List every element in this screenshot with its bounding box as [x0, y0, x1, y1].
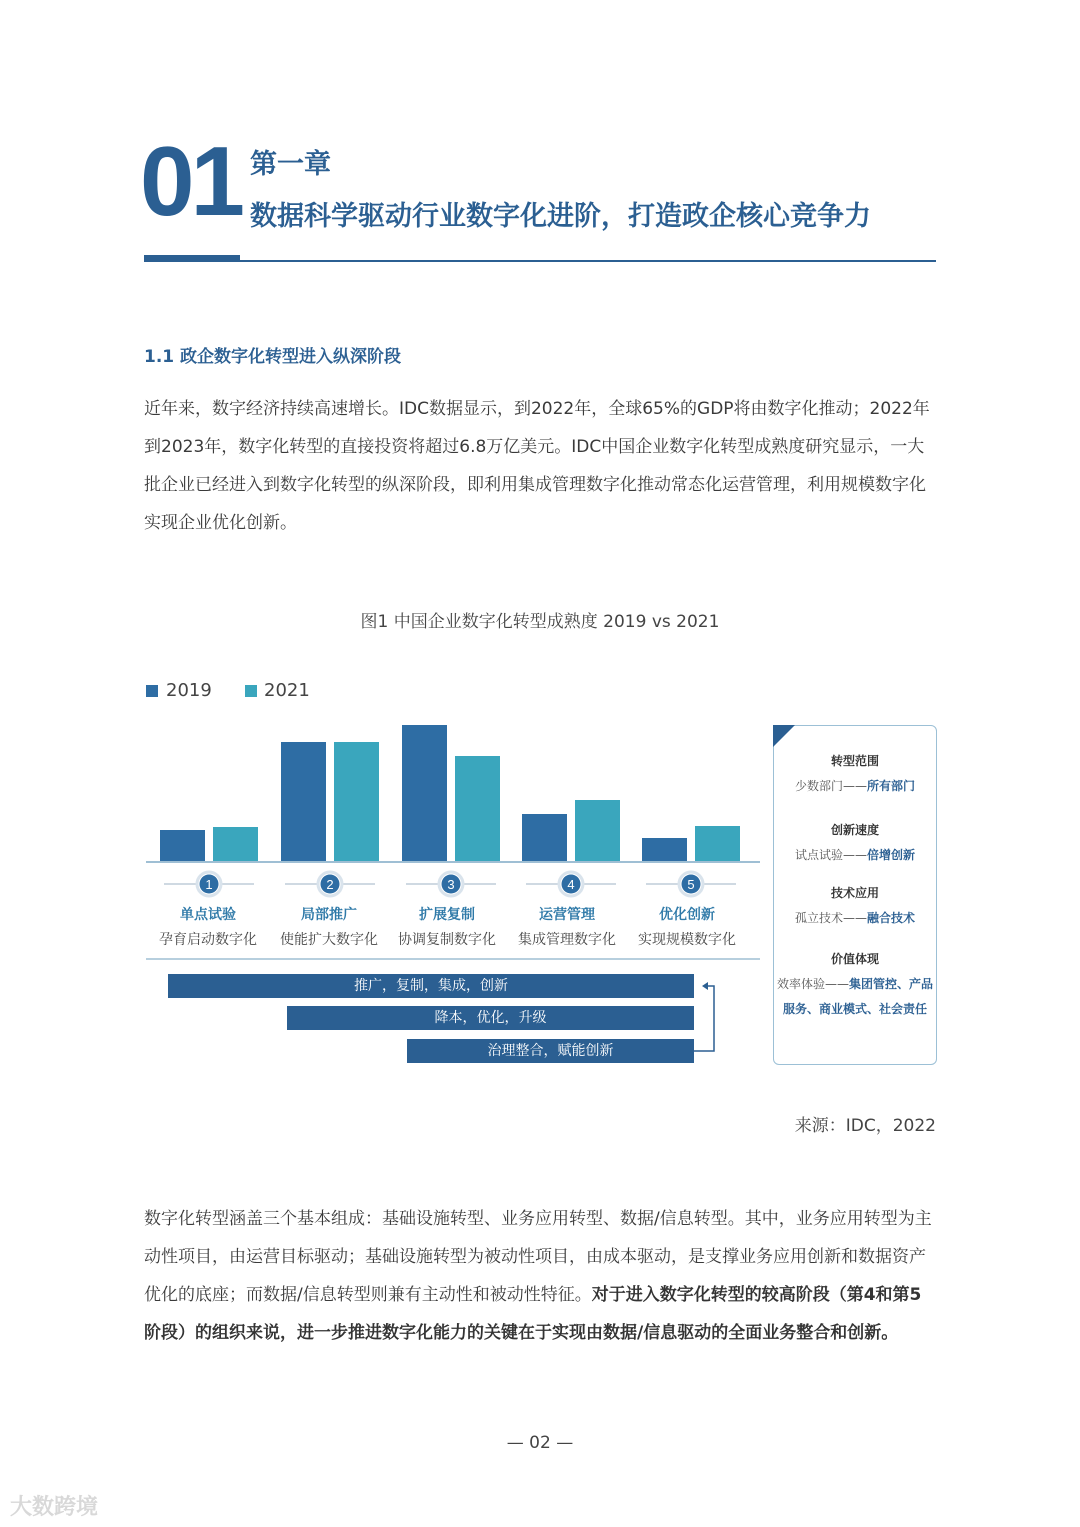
panel-line-speed: 试点试验——倍增创新	[794, 848, 916, 862]
panel-line-value-2: 服务、商业模式、社会责任	[782, 1002, 927, 1016]
panel-line-scope: 少数部门——所有部门	[794, 779, 916, 793]
bar-2021-stage-4	[575, 800, 620, 862]
stage-desc-1: 孕育启动数字化	[159, 932, 257, 948]
chapter-number: 01	[140, 126, 242, 236]
legend-label-2019: 2019	[166, 680, 212, 701]
feedback-arrow-head	[702, 982, 708, 990]
chapter-label: 第一章	[250, 149, 331, 180]
panel-heading-scope: 转型范围	[830, 754, 879, 768]
stage-desc-3: 协调复制数字化	[398, 932, 496, 948]
page-number: — 02 —	[506, 1433, 574, 1453]
bar-2019-stage-4	[522, 814, 567, 862]
figure-source: 来源：IDC，2022	[794, 1116, 936, 1136]
stage-number-2: 2	[326, 877, 334, 892]
intro-paragraph: 近年来，数字经济持续高速增长。IDC数据显示，到2022年，全球65%的GDP将由数字化推动；2022年到2023年，数字化转型的直接投资将超过6.8万亿美元。IDC中国企业数字化转型成熟度研究显示，一大批企业已经进入到数字化转型的纵深阶段，即利用集成管理数字化推动常态化运营管理，利用规模数字化实现企业优化创新。	[144, 399, 930, 533]
chapter-title: 数据科学驱动行业数字化进阶，打造政企核心竞争力	[250, 201, 871, 232]
bar-2019-stage-2	[281, 742, 326, 862]
stage-number-1: 1	[205, 877, 213, 892]
panel-line-value: 效率体验——集团管控、产品	[776, 977, 934, 991]
stage-name-3: 扩展复制	[419, 907, 475, 923]
stage-name-4: 运营管理	[539, 907, 595, 923]
bar-2019-stage-5	[642, 838, 687, 862]
figure-title: 图1 中国企业数字化转型成熟度 2019 vs 2021	[360, 612, 720, 632]
legend-label-2021: 2021	[264, 680, 310, 701]
stage-name-2: 局部推广	[301, 907, 357, 923]
bar-2019-stage-1	[160, 830, 205, 862]
stage-name-1: 单点试验	[180, 907, 236, 923]
bar-2021-stage-5	[695, 826, 740, 862]
feedback-arrow	[694, 986, 714, 1051]
stage-desc-2: 使能扩大数字化	[280, 932, 378, 948]
stage-name-5: 优化创新	[659, 907, 715, 923]
band-promote: 推广，复制，集成，创新	[168, 974, 694, 998]
watermark: 大数跨境	[10, 1495, 99, 1520]
bar-2021-stage-3	[455, 756, 500, 862]
panel-heading-tech: 技术应用	[830, 886, 879, 900]
stage-number-4: 4	[567, 877, 575, 892]
stage-desc-5: 实现规模数字化	[638, 932, 736, 948]
bar-2021-stage-2	[334, 742, 379, 862]
stage-number-5: 5	[687, 877, 695, 892]
side-panel-corner-icon	[773, 725, 803, 755]
stage-desc-4: 集成管理数字化	[518, 932, 616, 948]
band-governance: 治理整合，赋能创新	[407, 1039, 694, 1063]
section-title: 1.1 政企数字化转型进入纵深阶段	[144, 347, 402, 367]
band-cost: 降本，优化，升级	[287, 1006, 694, 1030]
panel-line-tech: 孤立技术——融合技术	[794, 911, 916, 925]
panel-heading-value: 价值体现	[830, 952, 879, 966]
bar-2019-stage-3	[402, 725, 447, 862]
panel-heading-speed: 创新速度	[830, 823, 879, 837]
bar-2021-stage-1	[213, 827, 258, 862]
stage-number-3: 3	[447, 877, 455, 892]
body-paragraph: 数字化转型涵盖三个基本组成：基础设施转型、业务应用转型、数据/信息转型。其中，业务应用转型为主动性项目，由运营目标驱动；基础设施转型为被动性项目，由成本驱动，是支撑业务应用创新和数据资产优化的底座；而数据/信息转型则兼有主动性和被动性特征。对于进入数字化转型的较高阶段（第4和第5阶段）的组织来说，进一步推进数字化能力的关键在于实现由数据/信息驱动的全面业务整合和创新。	[144, 1209, 932, 1343]
